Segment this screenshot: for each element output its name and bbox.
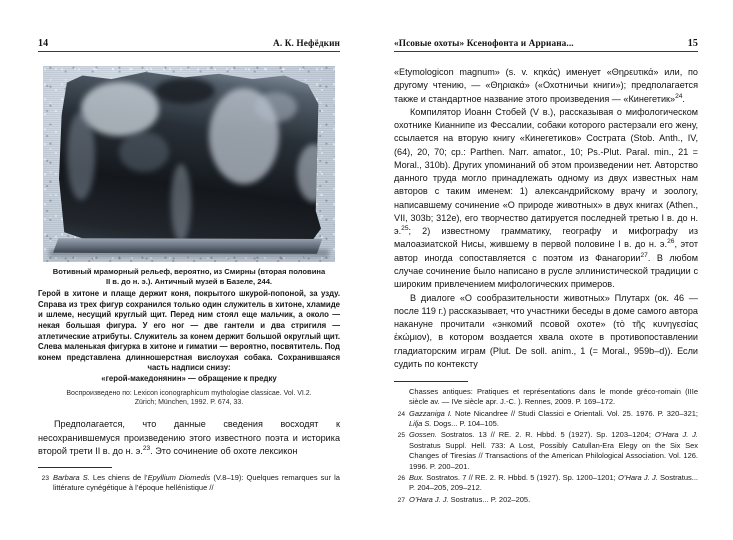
right-paragraph-1: [394, 66, 698, 106]
relief-highlight-shield: [255, 92, 297, 122]
footnote-24-part2: Dogs... P. 104–105.: [431, 419, 499, 429]
left-footnotes: [38, 473, 340, 494]
figure: [38, 66, 340, 407]
footnote-24-text: [409, 409, 698, 430]
footnote-23-worktitle: Epyllium Diomedis: [147, 473, 211, 483]
caption-title-line-2: II в. до н. э.). Античный музей в Базеле, 244.: [105, 277, 273, 287]
footnote-25-number: 25: [397, 432, 405, 440]
footnote-27: [394, 495, 698, 505]
left-paragraph-text: Предполагается, что данные сведения восходят к несохранившемуся произведению этого известного поэта и историка второй трети II в. до н. э.: [38, 419, 340, 456]
right-running-head: [394, 36, 698, 52]
left-running-head: [38, 36, 340, 52]
right-paragraph-2-text: Компилятор Иоанн Стобей (V в.), рассказывая о мифологическом охотнике Кианнипе из Фессалии, собаки которого растерзали его жену, ссылается на вторую книгу «Кинегетиков» Сострата (Stob. Anth., IV, (64), 20, 70; ср.: Parthen. Narr. amator., 10; Ps.-Plut. Paral. min., 21 = Moral., 310b). Других упоминаний об этом произведении нет. Авторство данного труда могло принадлежать одному из двух известных нам авторов с таким именем: 1) александрийскому врачу и зоологу, написавшему сочинение «О природе животных» в двух книгах (Athen., VII, 303b; 312e), его творчество датируется последней третью I в. до н. э.: [394, 106, 698, 237]
footnote-27-text: [409, 495, 698, 505]
marble-relief: [59, 72, 321, 250]
right-page: [366, 0, 732, 540]
right-folio-number: 15: [687, 38, 698, 49]
footnote-25-author: Gossen.: [409, 430, 437, 440]
relief-highlight-horse-head: [81, 82, 159, 136]
footnote-26-number: 26: [397, 474, 405, 482]
right-paragraph-1-text: «Etymologicon magnum» (s. v. κηκάς) именует «Θηρευτικά» или, по другому чтению, — «Θηριακά» («Охотничьи книги»); предполагается также и стандартное название этого произведения — «Кинегетик»: [394, 67, 698, 104]
footnote-continuation-number: [394, 387, 405, 408]
footnote-27-author: O’Hara J. J.: [409, 494, 449, 504]
footnote-ref-27: 27: [640, 251, 648, 259]
right-footnote-rule: [394, 381, 468, 382]
right-paragraph-2-tail4: . В любом случае сочинение было написано в русле эллинистической традиции с широким привлечением мифологических примеров.: [394, 252, 698, 290]
footnote-23-part2: (V.8–19): Quelques remarques sur la littérature cynégétique à l’époque hellénistique //: [53, 473, 340, 493]
footnote-23-part1: Les chiens de l’: [89, 473, 148, 483]
left-paragraph: [38, 418, 340, 458]
relief-photograph: [43, 66, 335, 262]
left-footnote-rule: [38, 467, 112, 468]
footnote-23-author: Barbara S.: [53, 473, 90, 483]
footnote-23: [38, 473, 340, 494]
left-body-text: [38, 418, 340, 458]
footnote-26-part1: Sostratos. 7 // RE. 2. R. Hbbd. 5 (1927). Sp. 1200–1201;: [424, 472, 618, 482]
caption-body-text: Герой в хитоне и плаще держит коня, покрытого шкурой-попоной, за узду. Справа из трех фигур сохранился только один служитель в хитоне, хламиде и шлеме, несущий круглый щит. Перед ним стоял еще мальчик, а около — некая большая фигура. У его ног — две гантели и два стригиля — атлетические атрибуты. Служитель за конем держит большой округлый щит. Слева маленькая фигурка в хитоне и гиматии — вероятно, посвятитель. Под конем представлена длинношерстная вислоухая собака. Сохранившаяся часть надписи снизу:: [38, 289, 340, 373]
footnote-23-number: 23: [41, 475, 49, 483]
footnote-24-author-2: Lilja S.: [409, 419, 432, 429]
footnote-26-author: Bux.: [409, 472, 425, 482]
footnote-24: [394, 409, 698, 430]
footnote-25-author-2: O’Hara J. J.: [654, 430, 698, 440]
right-body-text: [394, 66, 698, 371]
footnote-25-part1: Sostratos. 13 // RE. 2. R. Hbbd. 5 (1927). Sp. 1203–1204;: [436, 430, 655, 440]
footnote-27-part1: Sostratus... P. 202–205.: [448, 494, 531, 504]
footnote-25: [394, 430, 698, 471]
figure-caption-body: [38, 289, 340, 384]
footnote-ref-26: 26: [667, 238, 675, 246]
left-page: [0, 0, 366, 540]
footnote-ref-23: 23: [142, 444, 151, 452]
relief-midtone: [119, 132, 169, 172]
caption-body-last-line: «герой-македонянин» — обращение к предку: [101, 373, 277, 383]
footnote-ref-24: 24: [675, 92, 683, 100]
right-paragraph-2: [394, 106, 698, 292]
relief-shadow: [49, 250, 329, 260]
footnote-26-author-2: O’Hara J. J.: [617, 472, 658, 482]
relief-shade-top: [155, 78, 215, 104]
figure-caption-title: [40, 267, 338, 287]
figure-source-line-2: Zürich; München, 1992. P. 674, 33.: [134, 398, 244, 406]
left-paragraph-tail: . Это сочинение об охоте лексикон: [150, 445, 298, 456]
right-paragraph-2-tail2: ; 2) известному грамматику, географу и мифографу из малоазиатской Нисы, жившему в первой половине I в. до н. э.: [394, 226, 698, 250]
footnote-26: [394, 473, 698, 494]
footnote-27-number: 27: [397, 496, 405, 504]
footnote-23-text: [53, 473, 340, 494]
right-paragraph-3: [394, 292, 698, 372]
caption-title-line-1: Вотивный мраморный рельеф, вероятно, из Смирны (вторая половина: [52, 267, 326, 276]
footnote-26-text: [409, 473, 698, 494]
left-running-head-title: А. К. Нефёдкин: [273, 39, 340, 49]
footnote-25-text: [409, 430, 698, 471]
footnote-24-number: 24: [397, 410, 405, 418]
relief-highlight-left-edge: [67, 112, 95, 200]
footnote-24-part1: Note Nicandree // Studi Classici e Orientali. Vol. 25. 1976. P. 320–321;: [452, 408, 699, 418]
figure-source: [44, 389, 334, 408]
relief-highlight-dog: [171, 164, 191, 242]
footnote-ref-25: 25: [401, 225, 409, 233]
footnote-continuation: [394, 387, 698, 408]
right-footnotes: [394, 387, 698, 505]
footnote-25-part2: Sostratus Suppl. Hell. 733: A Lost, Possibly Catullan-Era Elegy on the Six Sex Changes of Tiresias // Transactions of the American Philological Association. Vol. 126. 1996. P. 200–201.: [409, 440, 698, 471]
right-paragraph-2-tail3: , этот автор иногда сопоставляется с поэтом из Фанагории: [394, 239, 698, 263]
footnote-26-part2: Sostratus... P. 204–205, 209–212.: [409, 472, 698, 493]
right-running-head-title: «Псовые охоты» Ксенофонта и Арриана...: [394, 39, 574, 49]
figure-source-line-1: Воспроизведено по: Lexicon iconographicum mythologiae classicae. Vol. VI.2.: [66, 389, 312, 397]
right-paragraph-1-tail: .: [682, 93, 685, 104]
footnote-continuation-text: Chasses antiques: Pratiques et représentations dans le monde gréco-romain (IIIe siècle av. — IVe siècle apr. J.-C. ). Rennes, 2009. P. 169–172.: [409, 387, 698, 407]
left-folio-number: 14: [38, 38, 49, 49]
right-paragraph-3-text: В диалоге «О сообразительности животных» Плутарх (ок. 46 — после 119 г.) рассказывает, что участники беседы в доме самого автора накануне прочитали «энкомий псовой охоте» (τὸ τῆς κυνηγεσίας ἐκώμιον), в котором воздается хвала охоте в противопоставлении гладиаторским играм (Plut. De soll. anim., 1 (= Moral., 959b–d)). Если судить по контексту: [394, 292, 698, 369]
footnote-24-author: Gazzaniga I.: [409, 408, 452, 418]
